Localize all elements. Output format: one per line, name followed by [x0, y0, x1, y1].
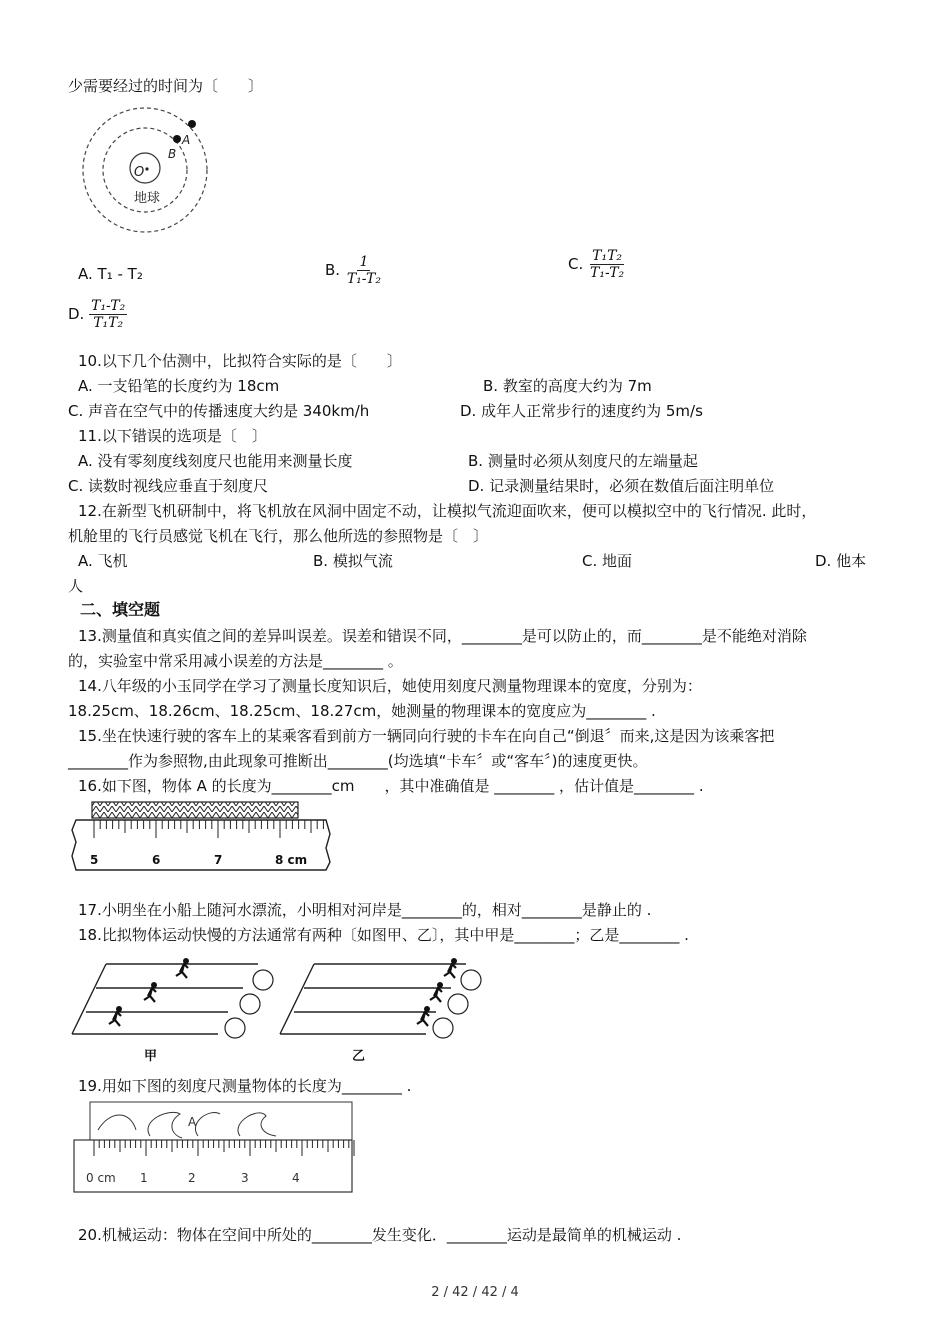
q12-option-c: C. 地面 — [582, 552, 633, 570]
q10-option-a: A. 一支铅笔的长度约为 18cm — [78, 377, 280, 395]
q12-option-d-wrap: 人 — [68, 577, 84, 595]
ruler-figure-q16 — [68, 800, 334, 874]
q9-option-c — [568, 248, 626, 281]
race-figure-yi — [276, 952, 488, 1064]
fraction-numerator: 1 — [359, 254, 369, 270]
tick-label-3: 3 — [241, 1171, 249, 1185]
q12-option-a: A. 飞机 — [78, 552, 128, 570]
runner-3 — [417, 1012, 429, 1026]
q9-option-d-label: D. — [68, 305, 85, 323]
tick-label-5: 5 — [90, 853, 99, 867]
figure-label-jia: 甲 — [144, 1049, 158, 1064]
q12-stem-line2: 机舱里的飞行员感觉飞机在飞行，那么他所选的参照物是〔 〕 — [68, 527, 489, 545]
stopwatch-2 — [240, 994, 260, 1014]
runner-1-head — [183, 958, 189, 964]
center-label: O — [134, 165, 145, 180]
q15-line1: 15.坐在快速行驶的客车上的某乘客看到前方一辆同向行驶的卡车在向自己“倒退〞而来,这是因为该乘客把 — [78, 727, 775, 745]
q10-option-c: C. 声音在空气中的传播速度大约是 340km/h — [68, 402, 370, 420]
runner-2-head — [437, 982, 443, 988]
object-a — [90, 1102, 352, 1140]
q10-option-b: B. 教室的高度大约为 7m — [483, 377, 652, 395]
section-title-fill-in: 二、填空题 — [80, 600, 161, 619]
stopwatch-1 — [461, 970, 481, 990]
runner-2-head — [151, 982, 157, 988]
satellite-b-label: B — [168, 147, 177, 161]
outer-orbit — [83, 108, 207, 232]
fraction-denominator: T₁-T₂ — [590, 265, 625, 281]
fraction-denominator: T₁T₂ — [93, 315, 124, 331]
q13-line2: 的，实验室中常采用减小误差的方法是________ 。 — [68, 652, 403, 670]
q11-stem: 11.以下错误的选项是〔 〕 — [78, 427, 267, 445]
page-footer: 2 / 42 / 42 / 4 — [431, 1285, 519, 1300]
runner-1 — [176, 964, 188, 978]
q12-option-b: B. 模拟气流 — [313, 552, 393, 570]
tick-label-6: 6 — [152, 853, 161, 867]
q18-stem: 18.比拟物体运动快慢的方法通常有两种〔如图甲、乙〕，其中甲是________；乙是________ . — [78, 926, 689, 944]
q14-line2: 18.25cm、18.26cm、18.25cm、18.27cm，她测量的物理课本的宽度应为________ . — [68, 702, 656, 720]
q9-tail: 少需要经过的时间为〔 〕 — [68, 77, 264, 95]
q13-line1: 13.测量值和真实值之间的差异叫误差。误差和错误不同，________是可以防止的，而________是不能绝对消除 — [78, 627, 807, 645]
q12-stem-line1: 12.在新型飞机研制中，将飞机放在风洞中固定不动，让模拟气流迎面吹来，便可以模拟空中的飞行情况. 此时， — [78, 502, 817, 520]
tick-label-4: 4 — [292, 1171, 300, 1185]
q10-option-d: D. 成年人正常步行的速度约为 5m/s — [460, 402, 703, 420]
q9-option-c-label: C. — [568, 255, 584, 273]
tick-label-2: 2 — [188, 1171, 196, 1185]
q11-option-a: A. 没有零刻度线刻度尺也能用来测量长度 — [78, 452, 353, 470]
fraction-denominator: T₁-T₂ — [346, 271, 381, 287]
q11-option-d: D. 记录测量结果时，必须在数值后面注明单位 — [468, 477, 775, 495]
stopwatch-2 — [448, 994, 468, 1014]
tick-label-8cm: 8 cm — [275, 853, 308, 867]
q9-option-d — [68, 298, 127, 331]
ruler-figure-q19 — [70, 1100, 360, 1196]
q9-option-a: A. T₁ - T₂ — [78, 265, 143, 283]
stopwatch-3 — [225, 1018, 245, 1038]
runner-2 — [430, 988, 442, 1002]
satellite-a — [188, 120, 196, 128]
q9-option-b-fraction — [345, 254, 383, 287]
q19-stem: 19.用如下图的刻度尺测量物体的长度为________ . — [78, 1077, 412, 1095]
q9-option-c-fraction — [588, 248, 626, 281]
q11-option-b: B. 测量时必须从刻度尺的左端量起 — [468, 452, 698, 470]
q12-option-d: D. 他本 — [815, 552, 867, 570]
tick-label-7: 7 — [214, 853, 223, 867]
runner-3-head — [116, 1006, 122, 1012]
q20-stem: 20.机械运动：物体在空间中所处的________发生变化．________运动是最简单的机械运动 . — [78, 1226, 682, 1244]
tick-label-1: 1 — [140, 1171, 148, 1185]
q9-option-b-label: B. — [325, 261, 341, 279]
earth-label: 地球 — [134, 191, 161, 206]
q16-stem: 16.如下图，物体 A 的长度为________cm ，其中准确值是 ________ ，估计值是________ . — [78, 777, 704, 795]
satellite-b — [173, 135, 181, 143]
runner-1-head — [451, 958, 457, 964]
object-a-block — [92, 802, 298, 818]
q11-option-c: C. 读数时视线应垂直于刻度尺 — [68, 477, 269, 495]
figure-label-yi: 乙 — [352, 1049, 366, 1064]
satellite-a-label: A — [182, 133, 191, 147]
runner-3 — [109, 1012, 121, 1026]
stopwatch-1 — [253, 970, 273, 990]
q9-option-d-fraction — [89, 298, 127, 331]
earth-center-dot — [145, 167, 148, 170]
q10-stem: 10.以下几个估测中，比拟符合实际的是〔 〕 — [78, 352, 402, 370]
object-a-label: A — [188, 1115, 197, 1129]
runner-3-head — [424, 1006, 430, 1012]
q14-line1: 14.八年级的小玉同学在学习了测量长度知识后，她使用刻度尺测量物理课本的宽度，分别为： — [78, 677, 702, 695]
fraction-numerator: T₁-T₂ — [91, 298, 126, 314]
q15-line2: ________作为参照物,由此现象可推断出________(均选填“卡车〞或“客车〞)的速度更快。 — [68, 752, 648, 770]
stopwatch-3 — [433, 1018, 453, 1038]
fraction-numerator: T₁T₂ — [592, 248, 623, 264]
race-figure-jia — [68, 952, 280, 1064]
q9-option-b — [325, 254, 383, 287]
runner-1 — [444, 964, 456, 978]
tick-label-0cm: 0 cm — [86, 1171, 116, 1185]
orbit-figure — [78, 106, 214, 236]
runner-2 — [144, 988, 156, 1002]
q17-stem: 17.小明坐在小船上随河水漂流，小明相对河岸是________的，相对________是静止的 . — [78, 901, 652, 919]
